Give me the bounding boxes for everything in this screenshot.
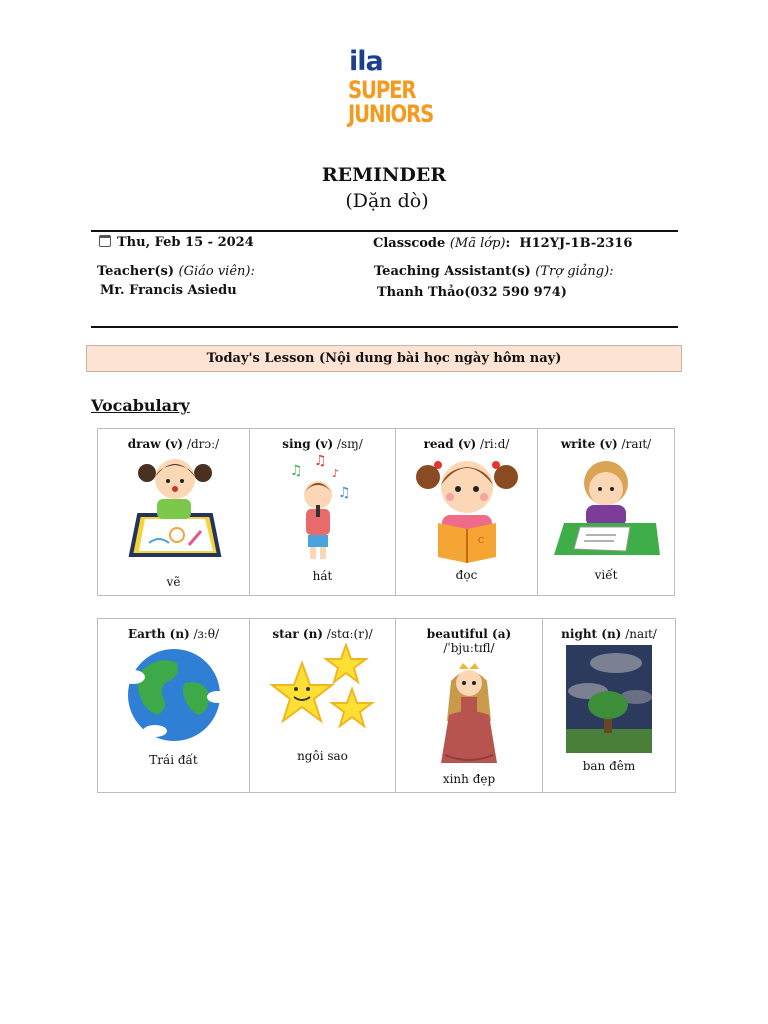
teacher-vi-label: (Giáo viên): [178,264,255,279]
svg-text:♫: ♫ [289,463,303,479]
classcode-vi-label: (Mã lớp) [449,236,506,251]
svg-text:♫: ♫ [337,485,351,501]
todays-lesson-bar: Today's Lesson (Nội dung bài học ngày hôm nay) [86,345,682,372]
calendar-icon [99,235,111,247]
classcode-label: Classcode [373,236,446,251]
vocab-card-night [543,619,676,793]
vocab-card-read [396,429,538,596]
teacher-label: Teacher(s) [97,264,174,279]
vocab-word: star (n) /stɑː(r)/ [272,627,373,641]
earth-icon [121,645,227,745]
girl-drawing-icon [119,455,229,567]
teacher-name: Mr. Francis Asiedu [100,283,237,298]
ta-line [374,264,614,279]
teacher-line [97,264,255,279]
bottom-divider [91,326,678,328]
vocab-meaning: ban đêm [582,759,636,773]
vocab-word: beautiful (a) /ˈbjuːtɪfl/ [426,627,512,655]
vocab-meaning: hát [312,569,333,583]
princess-icon [437,663,501,769]
vocab-meaning: vẽ [166,575,181,589]
vocab-word: Earth (n) /ɜːθ/ [127,627,220,641]
svg-text:C: C [477,536,484,545]
vocab-card-earth [98,619,250,793]
page-subtitle: (Dặn dò) [345,190,429,212]
vocab-meaning: xinh đẹp [442,772,496,786]
girl-reading-icon [414,455,520,565]
ta-vi-label: (Trợ giảng): [535,264,614,279]
vocab-word: sing (v) /sɪŋ/ [282,437,363,451]
boy-singing-icon [288,455,358,565]
vocab-card-sing [250,429,396,596]
night-tree-icon [566,645,652,753]
date-line [99,235,254,250]
vocab-word: night (n) /naɪt/ [561,627,657,641]
svg-text:♪: ♪ [331,467,339,480]
top-divider [91,230,678,232]
vocab-meaning: đọc [455,568,478,582]
vocab-card-star [250,619,396,793]
vocab-table-1 [97,428,675,596]
logo-juniors-text: JUNIORS [348,100,434,128]
logo-ila-text: ila [349,46,383,77]
vocab-word: write (v) /raɪt/ [560,437,652,451]
vocab-card-write [538,429,675,596]
vocabulary-heading: Vocabulary [91,396,190,415]
svg-text:♫: ♫ [313,455,327,469]
vocab-word: draw (v) /drɔː/ [127,437,220,451]
vocab-card-draw [98,429,250,596]
stars-icon [266,643,380,739]
vocab-word: read (v) /riːd/ [423,437,510,451]
vocab-table-2 [97,618,676,793]
page-title: REMINDER [321,164,447,186]
logo-super-text: SUPER [348,76,416,104]
date-text: Thu, Feb 15 - 2024 [117,235,254,250]
ta-name: Thanh Thảo(032 590 974) [377,285,567,300]
vocab-card-beautiful [396,619,543,793]
classcode-value: H12YJ-1B-2316 [519,236,633,251]
girl-writing-icon [550,455,662,559]
classcode-line: Classcode (Mã lớp): H12YJ-1B-2316 [373,236,633,251]
vocab-meaning: viết [594,568,618,582]
vocab-meaning: Trái đất [149,753,198,767]
ta-label: Teaching Assistant(s) [374,264,531,279]
vocab-meaning: ngôi sao [297,749,348,763]
ila-logo [348,46,438,130]
